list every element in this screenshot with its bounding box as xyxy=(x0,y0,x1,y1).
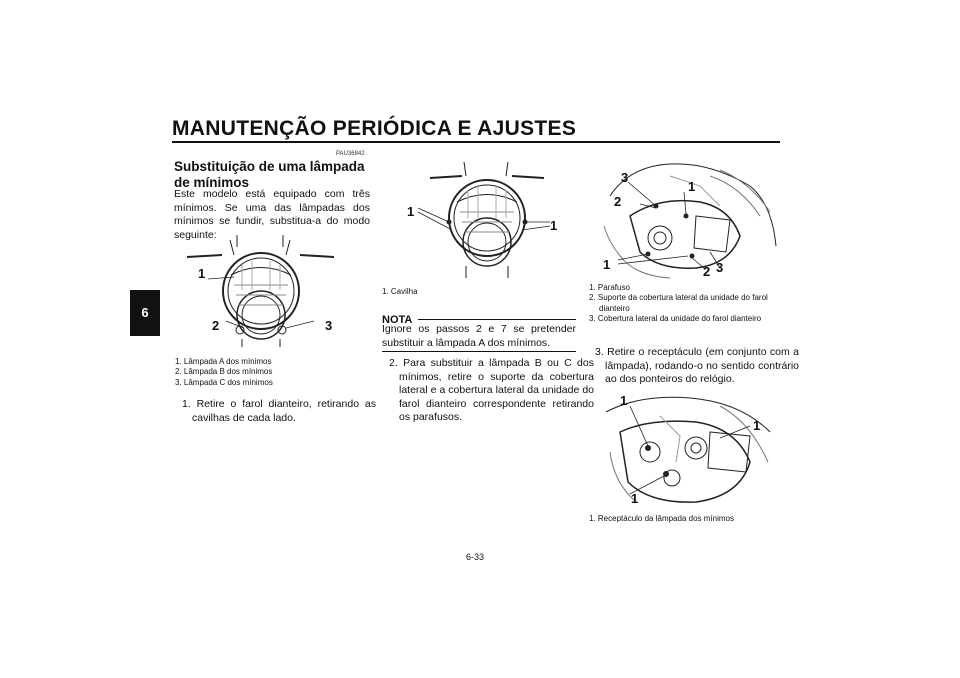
caption-item: 1. Parafuso xyxy=(589,283,630,292)
step-1: 1. Retire o farol dianteiro, retirando as cavilhas de cada lado. xyxy=(182,398,376,424)
callout-label: 3 xyxy=(621,170,629,185)
caption-item: 2. Suporte da cobertura lateral da unidade do farol dianteiro xyxy=(589,293,768,313)
intro-paragraph: Este modelo está equipado com três mínimos. Se uma das lâmpadas dos mínimos se fundir, substitua-a do modo seguinte: xyxy=(174,188,370,241)
figure-caption-list xyxy=(589,283,781,325)
chapter-tab: 6 xyxy=(130,290,160,336)
headlight-bolts-figure xyxy=(400,160,572,278)
callout-label: 2 xyxy=(614,194,622,209)
note-rule xyxy=(382,351,576,352)
step-2: 2. Para substituir a lâmpada B ou C dos mínimos, retire o suporte da cobertura lateral e a cobertura lateral da unidade do farol dianteiro correspondente retirando os parafusos. xyxy=(389,357,594,424)
note-title: NOTA xyxy=(382,314,413,326)
caption-item: 1. Lâmpada A dos mínimos xyxy=(175,357,272,366)
callout-label: 1 xyxy=(198,266,206,281)
page-title: MANUTENÇÃO PERIÓDICA E AJUSTES xyxy=(172,117,577,140)
caption-item: 2. Lâmpada B dos mínimos xyxy=(175,367,273,377)
note-text: Ignore os passos 2 e 7 se pretender substituir a lâmpada A dos mínimos. xyxy=(382,323,576,349)
caption-item: 3. Lâmpada C dos mínimos xyxy=(175,377,273,387)
page-number: 6-33 xyxy=(466,552,485,562)
callout-label: 1 xyxy=(620,393,628,408)
callout-label: 1 xyxy=(603,257,611,272)
callout-label: 3 xyxy=(325,318,333,333)
callout-label: 3 xyxy=(716,260,724,275)
figure-caption-list xyxy=(589,514,781,524)
section-heading: Substituição de uma lâmpada de mínimos xyxy=(174,159,365,190)
header-rule xyxy=(172,141,780,143)
callout-label: 1 xyxy=(753,418,761,433)
callout-label: 1 xyxy=(407,204,415,219)
bulb-socket-figure xyxy=(600,392,776,508)
figure-caption-list xyxy=(175,357,365,388)
step-3: 3. Retire o receptáculo (em conjunto com a lâmpada), rodando-o no sentido contrário ao dos ponteiros do relógio. xyxy=(595,346,799,386)
callout-label: 1 xyxy=(631,491,639,506)
caption-item: 1. Cavilha xyxy=(382,287,418,296)
headlight-lamps-figure xyxy=(182,235,340,347)
callout-label: 2 xyxy=(212,318,220,333)
callout-label: 1 xyxy=(688,179,696,194)
callout-label: 2 xyxy=(703,264,711,279)
document-code: PAU36842 xyxy=(336,151,365,157)
caption-item: 1. Receptáculo da lâmpada dos mínimos xyxy=(589,514,734,523)
caption-item: 3. Cobertura lateral da unidade do farol dianteiro xyxy=(589,314,762,324)
figure-caption-list xyxy=(382,287,572,297)
callout-label: 1 xyxy=(550,218,558,233)
note-rule xyxy=(418,319,576,320)
